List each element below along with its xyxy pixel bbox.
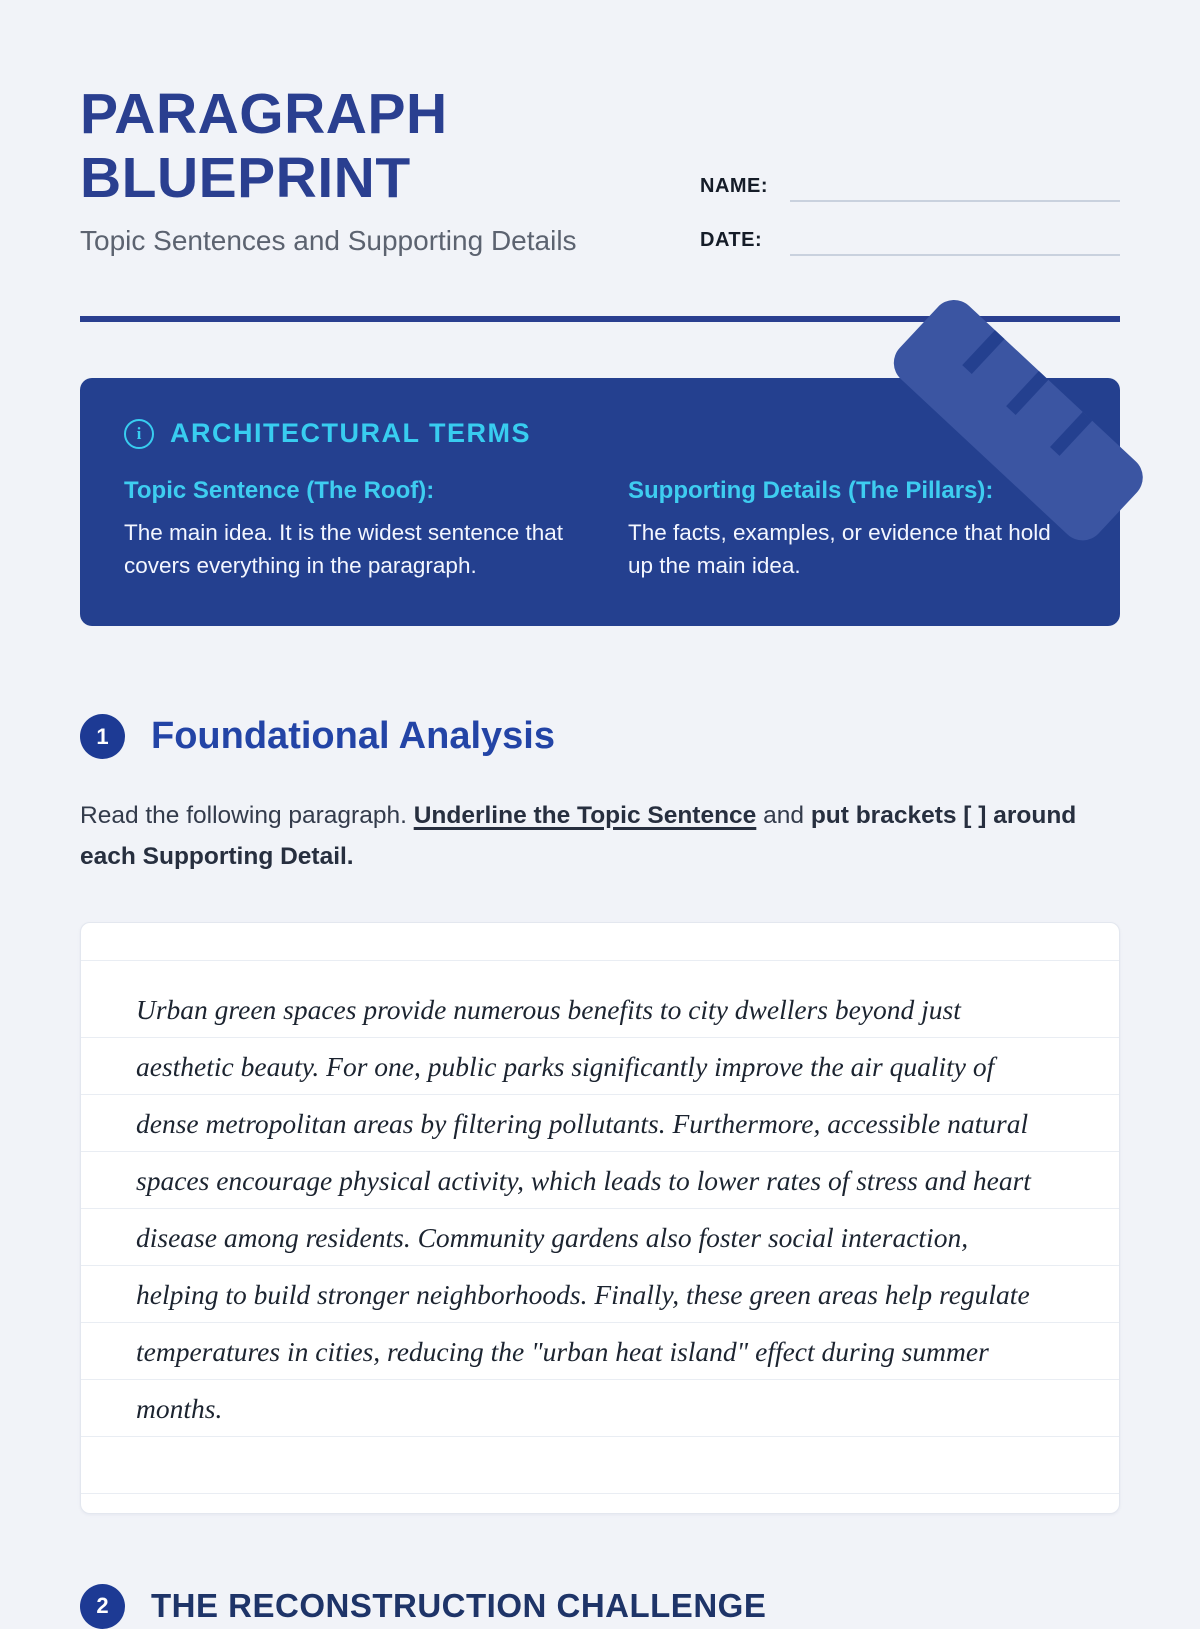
section1-instructions <box>80 795 1090 877</box>
exercise-paragraph-text: Urban green spaces provide numerous benefits to city dwellers beyond just aesthetic beauty. For one, public parks significantly improve the air quality of dense metropolitan areas by filtering pollutants. Furthermore, accessible natural spaces encourage physical activity, which leads to lower rates of stress and heart disease among residents. Community gardens also foster social interaction, helping to build stronger neighborhoods. Finally, these green areas help regulate temperatures in cities, reducing the "urban heat island" effect during summer months. <box>136 993 1031 1424</box>
section1-heading <box>80 714 1120 759</box>
date-field-row <box>700 226 1120 256</box>
section-number-badge: 1 <box>80 714 125 759</box>
date-label: DATE: <box>700 229 763 251</box>
header <box>80 82 1120 280</box>
instruction-bold: put brackets [ ] around each Supporting Detail. <box>80 802 1077 871</box>
page-subtitle: Topic Sentences and Supporting Details <box>80 224 577 256</box>
term-title: Topic Sentence (The Roof): <box>124 477 435 504</box>
section-foundational-analysis <box>80 714 1120 1513</box>
architectural-terms-box <box>80 378 1120 626</box>
title-line-1: PARAGRAPH <box>80 82 448 146</box>
section2-heading <box>80 1584 1120 1629</box>
date-input-line[interactable] <box>790 226 1120 256</box>
name-label: NAME: <box>700 175 769 197</box>
instruction-underlined: Underline the Topic Sentence <box>413 802 757 830</box>
page-title <box>80 82 577 211</box>
info-icon: i <box>124 419 154 449</box>
title-line-2: BLUEPRINT <box>80 146 411 211</box>
section2-title: THE RECONSTRUCTION CHALLENGE <box>151 1587 767 1625</box>
terms-grid <box>124 477 1076 582</box>
exercise-paper <box>80 922 1120 1514</box>
terms-heading: ARCHITECTURAL TERMS <box>170 418 531 448</box>
term-title: Supporting Details (The Pillars): <box>628 477 994 504</box>
name-field-row <box>700 172 1120 202</box>
term-supporting-details <box>628 477 1076 582</box>
name-date-block <box>700 172 1120 280</box>
instruction-text: Read the following paragraph. <box>80 802 414 830</box>
name-input-line[interactable] <box>790 172 1120 202</box>
term-description: The facts, examples, or evidence that hold up the main idea. <box>628 520 1051 578</box>
header-titles <box>80 82 577 280</box>
term-topic-sentence <box>124 477 572 582</box>
term-description: The main idea. It is the widest sentence that covers everything in the paragraph. <box>124 520 563 578</box>
section-number-badge: 2 <box>80 1584 125 1629</box>
terms-header <box>124 418 1076 449</box>
instruction-text: and <box>756 802 811 830</box>
section1-title: Foundational Analysis <box>151 715 555 758</box>
